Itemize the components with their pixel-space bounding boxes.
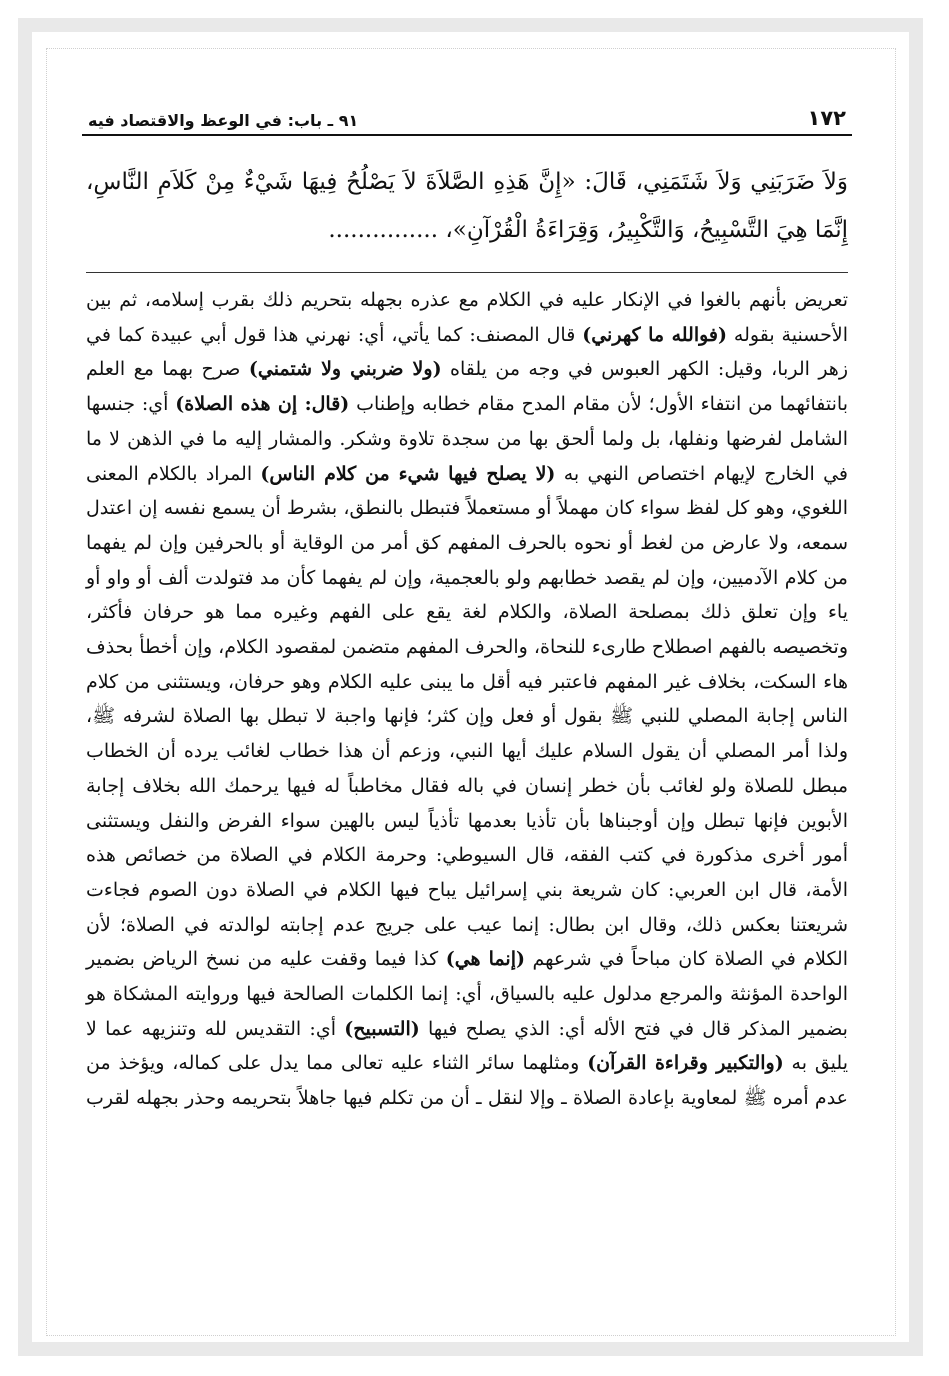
- commentary-segment: قال المصنف: كما يأتي، أي: نهرني هذا قول أبي عبيدة كما في زهر الربا، وقيل: الكهر العبوس في وجه من يلقاه: [86, 323, 849, 381]
- page-number: ١٧٢: [807, 106, 846, 130]
- footnote-separator: [86, 272, 848, 273]
- hadith-text: [82, 158, 852, 254]
- commentary-segment: صرح بهما مع العلم بانتفائهما من انتفاء الأول؛ لأن مقام المدح مقام خطابه وإطناب: [86, 358, 848, 416]
- commentary-quote: (قال: إن هذه الصلاة): [175, 393, 350, 416]
- commentary-segment: ومثلهما سائر الثناء عليه تعالى مما يدل على كماله، ويؤخذ من عدم أمره ﷺ لمعاوية بإعادة الصلاة ـ وإلا لنقل ـ أن من تكلم فيها جاهلاً بتحريمه وحذر بجهله لقرب: [86, 1052, 848, 1110]
- commentary-quote: (ولا ضربني ولا شتمني): [248, 358, 442, 381]
- hadith-line-1: وَلاَ ضَرَبَنِي وَلاَ شَتَمَنِي، قَالَ: «إِنَّ هَذِهِ الصَّلاَةَ لاَ يَصْلُحُ فِيهَا شَيْءٌ مِنْ كَلاَمِ: [157, 169, 848, 195]
- commentary-segment: المراد بالكلام المعنى اللغوي، وهو كل لفظ سواء كان مهملاً أو مستعملاً فتبطل بالنطق، بشرط أن يسمع نفسه إن اعتدل سمعه، ولا عارض من لغط أو نحوه بالحرف المفهم كق أمر من الوقاية أو بالحرفين وإن لم يفهما من كلام الآدميين، وإن لم يقصد خطابهم ولو بالعجمية، وإن لم يفهما كأن مد فتولدت ألف أو واو أو ياء وإن تعلق ذلك بمصلحة الصلاة، والكلام لغة يقع على الفهم وغيره مما هو حرفان فأكثر، وتخصيصه بالفهم اصطلاح طارىء للنحاة، والحرف المفهم متضمن لمقصود الكلام، وإن أخطأ بحذف هاء السكت، بخلاف غير المفهم فاعتبر فيه أقل ما يبنى عليه الكلام وهو حرفان، ويستثنى من كلام الناس إجابة المصلي للنبي ﷺ بقول أو فعل وإن كثر؛ فإنها واجبة لا تبطل بها الصلاة لشرفه ﷺ، ولذا أمر المصلي أن يقول السلام عليك أيها النبي، وزعم أن هذا خطاب لغائب يرده أن الخطاب مبطل للصلاة ولو لغائب بأن خطر إنسان في باله فقال مخاطباً له فيها يرحمك الله بخلاف إجابة الأبوين فإنها تبطل وإن أوجبناها بأن تأذيا بعدمها تأذياً ليس بالهين سواء الفرض والنفل ويستثنى أمور أخرى مذكورة في كتب الفقه، قال السيوطي: وحرمة الكلام في الصلاة من خصائص هذه الأمة، قال ابن العربي: كان شريعة بني إسرائيل يباح فيها الكلام في الصلاة دون الصوم فجاءت شريعتنا بعكس ذلك، وقال ابن بطال: إنما عيب على جريج عدم إجابته لوالدته في الصلاة؛ لأن الكلام في الصلاة كان مباحاً في شرعهم: [86, 462, 848, 971]
- book-page: [82, 92, 852, 1116]
- commentary-text: [82, 283, 852, 1116]
- commentary-segment: تعريض بأنهم بالغوا في الإنكار عليه في الكلام مع عذره بجهله بتحريم ذلك بقرب إسلامه، ثم بين الأحسنية بقوله: [86, 289, 848, 346]
- commentary-quote: (فوالله ما كهرني): [582, 323, 727, 346]
- commentary-quote: (التسبيح): [344, 1017, 420, 1040]
- commentary-segment: كذا فيما وقفت عليه من نسخ الرياض بضمير الواحدة المؤنثة والمرجع مدلول عليه بالسياق، أي: إنما الكلمات الصالحة فيها وروايته المشكاة هو بضمير المذكر قال في فتح الأله أي: الذي يصلح فيها: [86, 948, 848, 1040]
- hadith-line-2: النَّاسِ، إِنَّمَا هِيَ التَّسْبِيحُ، وَالتَّكْبِيرُ، وَقِرَاءَةُ الْقُرْآنِ»،: [86, 169, 848, 243]
- commentary-quote: (والتكبير وقراءة القرآن): [587, 1052, 784, 1075]
- running-header: [82, 92, 852, 136]
- chapter-title: ٩١ ـ باب: في الوعظ والاقتصاد فيه: [88, 111, 359, 130]
- commentary-segment: أي: التقديس لله وتنزيهه عما لا يليق به: [86, 1017, 848, 1075]
- commentary-quote: (إنما هي): [445, 948, 525, 971]
- commentary-segment: أي: جنسها الشامل لفرضها ونفلها، بل ولما ألحق بها من سجدة تلاوة وشكر. والمشار إليه ما في الذهن لا ما في الخارج لإيهام اختصاص النهي به: [86, 393, 848, 485]
- hadith-continuation-dots: ...............: [328, 217, 439, 243]
- commentary-quote: (لا يصلح فيها شيء من كلام الناس): [260, 462, 556, 485]
